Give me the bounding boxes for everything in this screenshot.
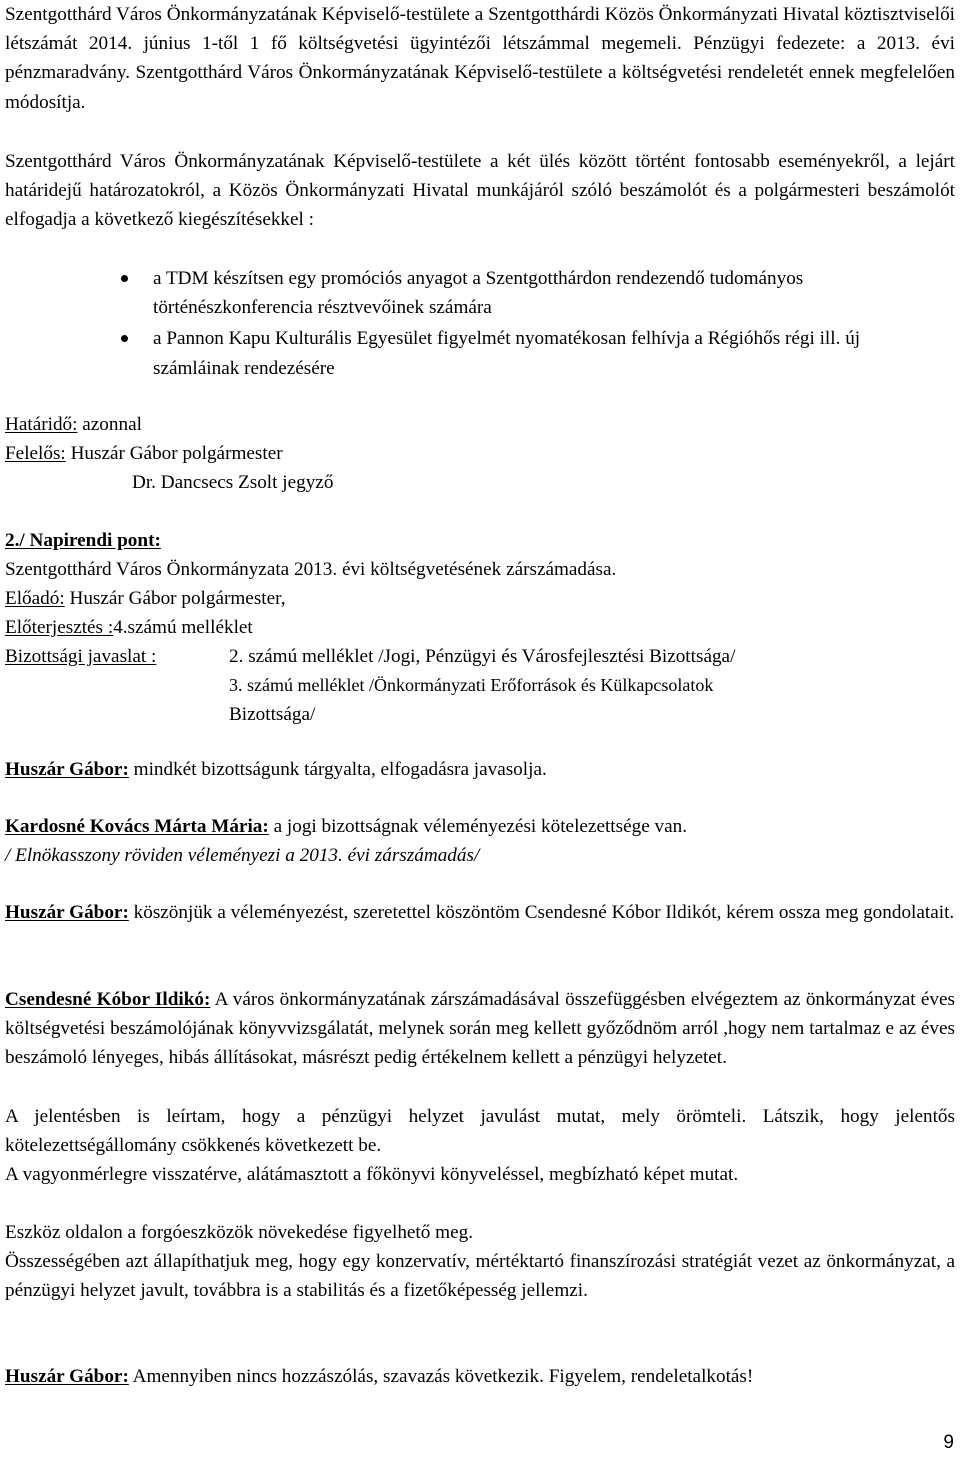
- deadline-label: Határidő:: [5, 414, 78, 435]
- speech-kardosne: Kardosné Kovács Márta Mária: a jogi bizottságnak véleményezési kötelezettsége van.: [5, 816, 688, 837]
- bullet-icon: [121, 335, 128, 342]
- list-item: a TDM készítsen egy promóciós anyagot a Szentgotthárdon rendezendő tudományos történészkonferencia résztvevőinek számára: [5, 264, 893, 322]
- responsible-line: [5, 439, 283, 468]
- speech-kardosne-note: / Elnökasszony röviden véleményezi a 2013. évi zárszámadás/: [5, 845, 480, 866]
- committee-proposal-2: 3. számú melléklet /Önkormányzati Erőforrások és Külkapcsolatok: [229, 675, 714, 695]
- list-item: a Pannon Kapu Kulturális Egyesület figyelmét nyomatékosan felhívja a Régióhős régi ill. új számláinak rendezésére: [5, 324, 893, 382]
- speech-csendesne-p2: A jelentésben is leírtam, hogy a pénzügyi helyzet javulást mutat, mely örömteli. Látszik, hogy jelentős kötelezettségállomány csökkenés következett be.: [5, 1106, 955, 1157]
- responsible-value: Huszár Gábor polgármester: [65, 443, 283, 464]
- responsible-second: Dr. Dancsecs Zsolt jegyző: [132, 472, 334, 493]
- submission-line: [5, 613, 253, 642]
- page-number: 9: [943, 1432, 954, 1453]
- speech-huszar-3: Huszár Gábor: Amennyiben nincs hozzászólás, szavazás következik. Figyelem, rendeletalkotás!: [5, 1366, 754, 1387]
- deadline-line: [5, 410, 142, 439]
- speaker-name: Huszár Gábor:: [5, 759, 129, 780]
- agenda-title: Szentgotthárd Város Önkormányzata 2013. évi költségvetésének zárszámadása.: [5, 559, 617, 580]
- speech-csendesne-p4: Eszköz oldalon a forgóeszközök növekedése figyelhető meg.: [5, 1222, 473, 1243]
- speech-huszar-2: Huszár Gábor: köszönjük a véleményezést, szeretettel köszöntöm Csendesné Kóbor Ildikót, kérem ossza meg gondolatait.: [5, 902, 955, 923]
- committee-line: [5, 642, 156, 671]
- bullet-icon: [121, 275, 128, 282]
- responsible-label: Felelős:: [5, 443, 66, 464]
- presenter-label: Előadó:: [5, 588, 65, 609]
- speech-csendesne: Csendesné Kóbor Ildikó: A város önkormányzatának zárszámadásával összefüggésben elvégeztem az önkormányzat éves költségvetési beszámolójának könyvvizsgálatát, melynek során meg kellett győződnöm arról ,hogy nem tartalmaz e az éves beszámoló lényeges, hibás állításokat, másrészt pedig értékelnem kellett a pénzügyi helyzetet.: [5, 989, 955, 1069]
- deadline-value: azonnal: [77, 414, 142, 435]
- committee-proposal-3: Bizottsága/: [229, 704, 316, 725]
- presenter-value: Huszár Gábor polgármester,: [64, 588, 286, 609]
- agenda-heading: 2./ Napirendi pont:: [5, 530, 161, 551]
- speech-csendesne-p3: A vagyonmérlegre visszatérve, alátámasztott a főkönyvi könyveléssel, megbízható képet mutat.: [5, 1164, 739, 1185]
- presenter-line: [5, 584, 286, 613]
- speaker-name: Kardosné Kovács Márta Mária:: [5, 816, 269, 837]
- speaker-name: Huszár Gábor:: [5, 902, 129, 923]
- speech-huszar-1: Huszár Gábor: mindkét bizottságunk tárgyalta, elfogadásra javasolja.: [5, 759, 547, 780]
- resolution-paragraph-staff: Szentgotthárd Város Önkormányzatának Képviselő-testülete a Szentgotthárdi Közös Önkormányzati Hivatal köztisztviselői létszámát 2014. június 1-től 1 fő költségvetési ügyintézői létszámmal megemeli. Pénzügyi fedezete: a 2013. évi pénzmaradvány. Szentgotthárd Város Önkormányzatának Képviselő-testülete a költségvetési rendeletét ennek megfelelően módosítja.: [5, 4, 955, 113]
- speaker-name: Csendesné Kóbor Ildikó:: [5, 989, 211, 1010]
- resolution-paragraph-report: Szentgotthárd Város Önkormányzatának Képviselő-testülete a két ülés között történt fontosabb eseményekről, a lejárt határidejű határozatokról, a Közös Önkormányzati Hivatal munkájáról szóló beszámolót és a polgármesteri beszámolót elfogadja a következő kiegészítésekkel :: [5, 151, 955, 231]
- speech-csendesne-p5: Összességében azt állapíthatjuk meg, hogy egy konzervatív, mértéktartó finanszírozási stratégiát vezet az önkormányzat, a pénzügyi helyzet javult, továbbra is a stabilitás és a fizetőképesség jellemzi.: [5, 1251, 955, 1302]
- submission-label: Előterjesztés :: [5, 617, 114, 638]
- submission-value: 4.számú melléklet: [113, 617, 253, 638]
- speaker-name: Huszár Gábor:: [5, 1366, 129, 1387]
- committee-proposal-1: 2. számú melléklet /Jogi, Pénzügyi és Városfejlesztési Bizottsága/: [229, 646, 736, 667]
- supplement-list: [5, 264, 955, 385]
- committee-label: Bizottsági javaslat :: [5, 646, 157, 667]
